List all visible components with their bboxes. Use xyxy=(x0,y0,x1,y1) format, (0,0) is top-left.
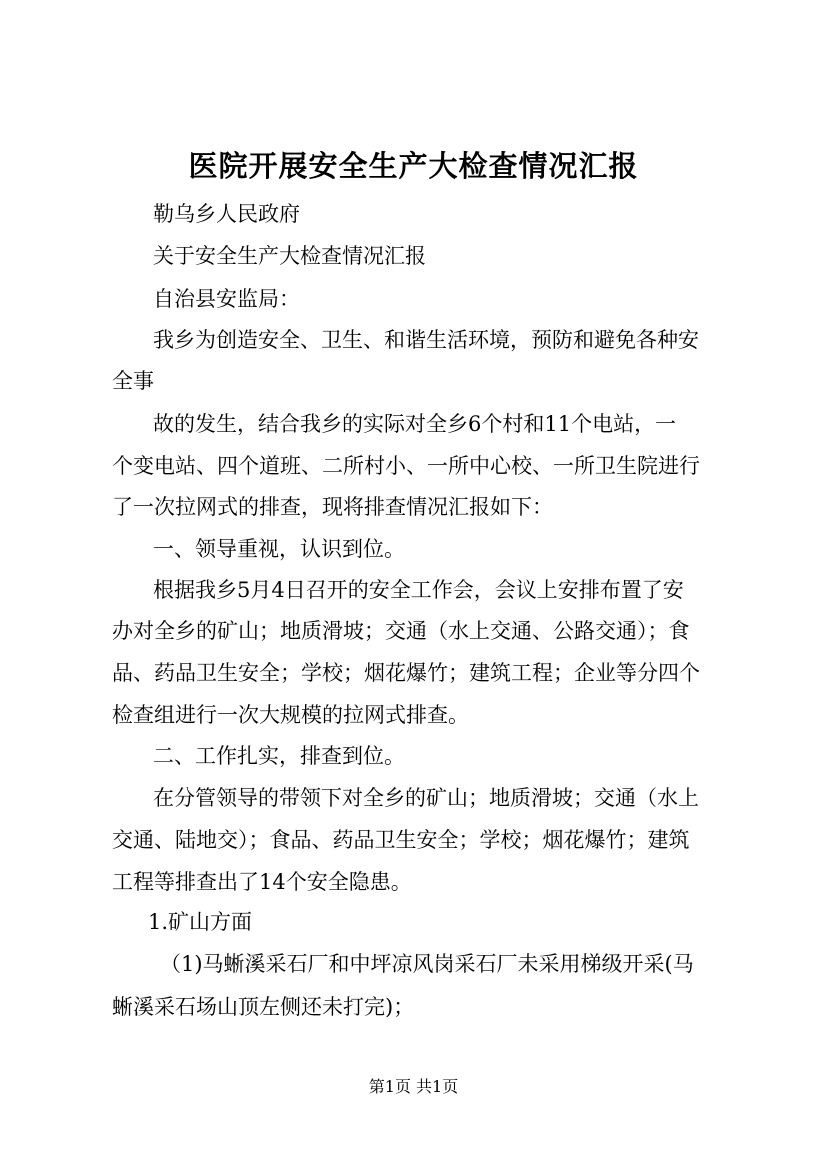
paragraph-line: 检查组进行一次大规模的拉网式排查。 xyxy=(112,703,469,727)
list-item-line: 蜥溪采石场山顶左侧还未打完)； xyxy=(112,995,415,1019)
paragraph-line: 故的发生，结合我乡的实际对全乡6个村和11个电站，一 xyxy=(153,412,677,436)
paragraph-line: 办对全乡的矿山；地质滑坡；交通（水上交通、公路交通）；食 xyxy=(112,619,690,643)
paragraph-line: 了一次拉网式的排查，现将排查情况汇报如下： xyxy=(112,495,553,519)
subject-line: 关于安全生产大检查情况汇报 xyxy=(153,244,426,268)
paragraph-line: 根据我乡5月4日召开的安全工作会，会议上安排布置了安 xyxy=(153,578,684,602)
paragraph-line: 工程等排查出了14个安全隐患。 xyxy=(112,870,412,894)
paragraph-line: 个变电站、四个道班、二所村小、一所中心校、一所卫生院进行 xyxy=(112,454,700,478)
recipient-line: 自治县安监局： xyxy=(153,287,300,311)
list-item-line: （1)马蜥溪采石厂和中坪凉风岗采石厂未采用梯级开采(马 xyxy=(160,952,694,976)
section-heading: 一、领导重视，认识到位。 xyxy=(153,537,405,561)
section-heading: 二、工作扎实，排查到位。 xyxy=(153,744,405,768)
issuer-line: 勒乌乡人民政府 xyxy=(153,202,300,226)
paragraph-line: 品、药品卫生安全；学校；烟花爆竹；建筑工程；企业等分四个 xyxy=(112,661,700,685)
paragraph-line: 我乡为创造安全、卫生、和谐生活环境，预防和避免各种安 xyxy=(153,328,699,352)
document-title: 医院开展安全生产大检查情况汇报 xyxy=(188,149,639,183)
paragraph-line: 在分管领导的带领下对全乡的矿山；地质滑坡；交通（水上 xyxy=(153,786,699,810)
paragraph-line: 全事 xyxy=(112,369,154,393)
page-footer: 第1页 共1页 xyxy=(368,1077,459,1096)
paragraph-line: 交通、陆地交）；食品、药品卫生安全；学校；烟花爆竹；建筑 xyxy=(112,828,690,852)
list-heading: 1.矿山方面 xyxy=(148,910,253,934)
